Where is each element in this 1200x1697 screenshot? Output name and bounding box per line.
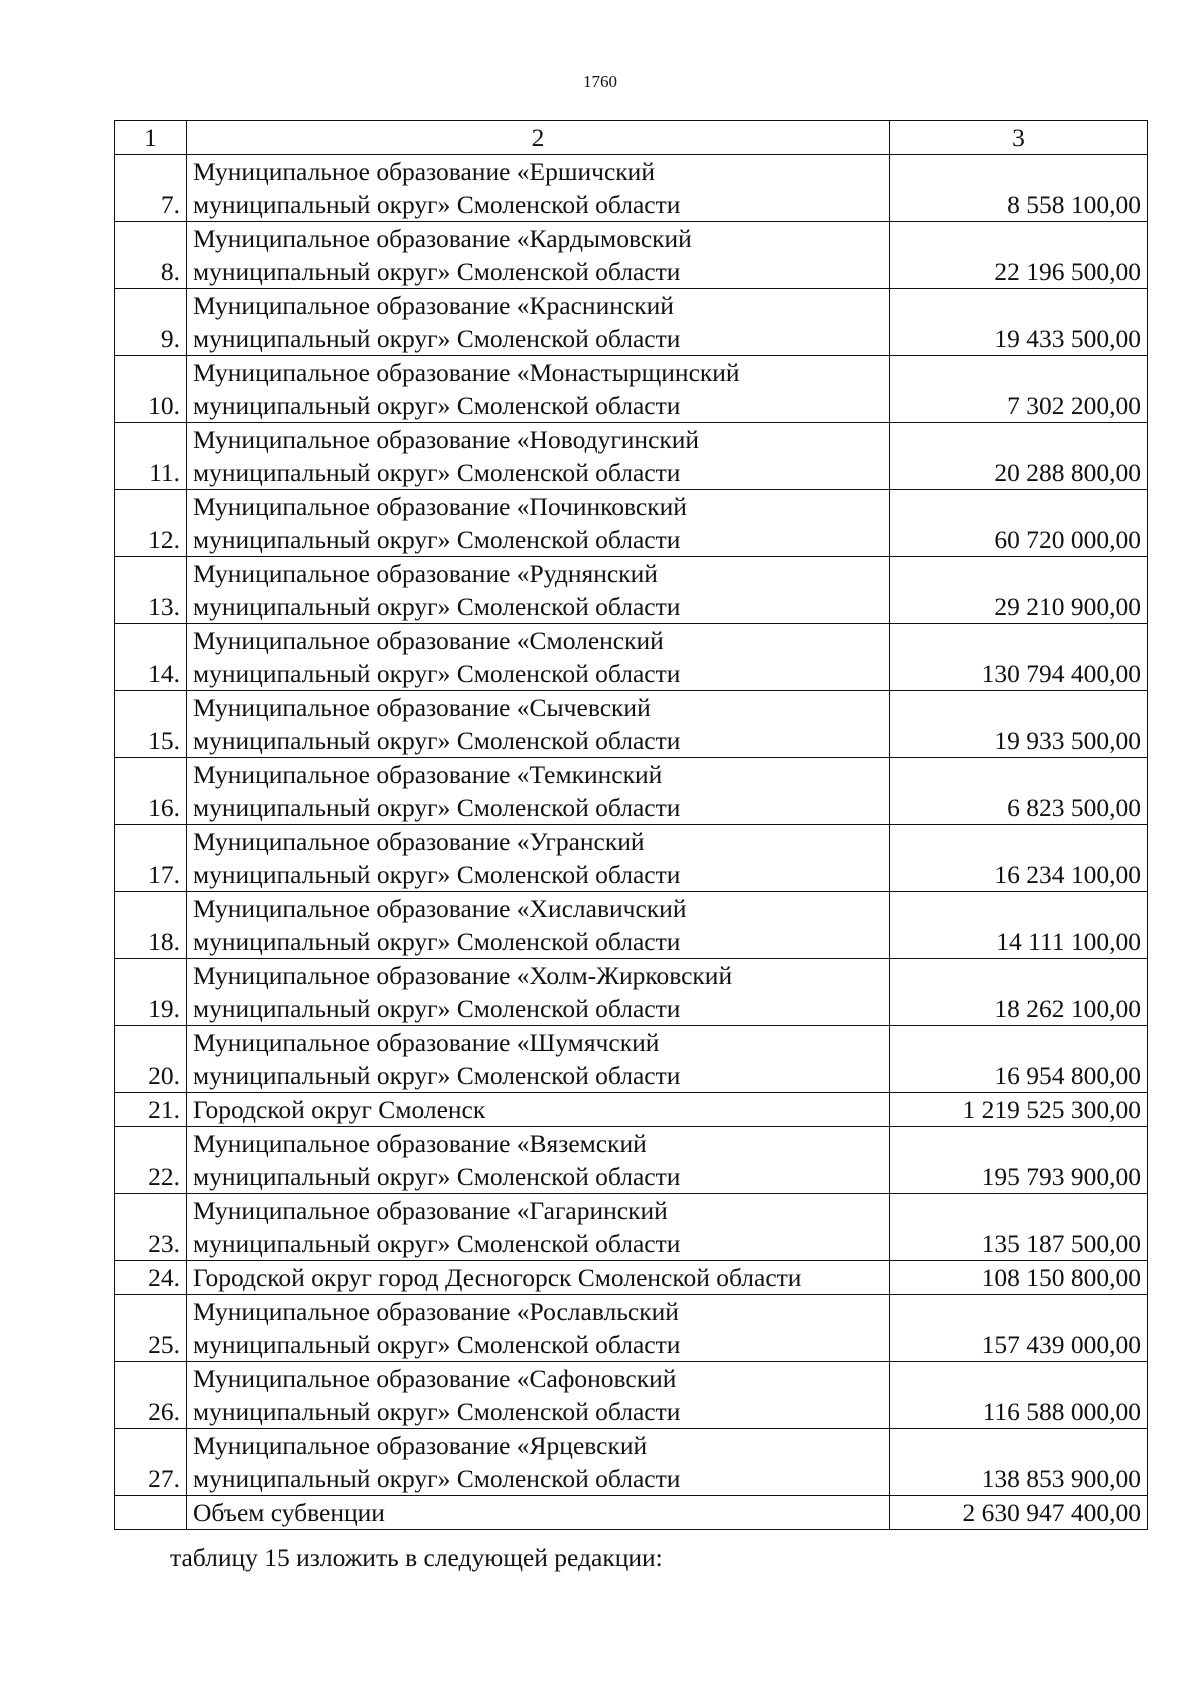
table-row [115, 758, 1148, 825]
row-amount: 1 219 525 300,00 [890, 1093, 1148, 1127]
row-amount: 2 630 947 400,00 [890, 1496, 1148, 1530]
table-row [115, 1261, 1148, 1295]
row-municipality-name: Муниципальное образование «Шумячский муниципальный округ» Смоленской области [187, 1026, 890, 1093]
row-number: 11. [115, 423, 187, 490]
table-row [115, 959, 1148, 1026]
row-municipality-name: Муниципальное образование «Угранский муниципальный округ» Смоленской области [187, 825, 890, 892]
table-row [115, 557, 1148, 624]
row-number: 23. [115, 1194, 187, 1261]
table-row [115, 1093, 1148, 1127]
table-body [115, 155, 1148, 1530]
row-amount: 8 558 100,00 [890, 155, 1148, 222]
row-municipality-name: Муниципальное образование «Гагаринский муниципальный округ» Смоленской области [187, 1194, 890, 1261]
header-col-number: 1 [115, 121, 187, 155]
row-municipality-name: Городской округ город Десногорск Смоленской области [187, 1261, 890, 1295]
table-row [115, 222, 1148, 289]
row-number: 27. [115, 1429, 187, 1496]
header-col-amount: 3 [890, 121, 1148, 155]
row-amount: 20 288 800,00 [890, 423, 1148, 490]
table-row [115, 155, 1148, 222]
row-amount: 108 150 800,00 [890, 1261, 1148, 1295]
row-municipality-name: Муниципальное образование «Краснинский муниципальный округ» Смоленской области [187, 289, 890, 356]
row-municipality-name: Муниципальное образование «Монастырщинский муниципальный округ» Смоленской области [187, 356, 890, 423]
row-municipality-name: Муниципальное образование «Починковский муниципальный округ» Смоленской области [187, 490, 890, 557]
table-row [115, 1295, 1148, 1362]
table-row [115, 356, 1148, 423]
table-row [115, 490, 1148, 557]
row-number: 19. [115, 959, 187, 1026]
row-amount: 19 933 500,00 [890, 691, 1148, 758]
row-municipality-name: Муниципальное образование «Рославльский муниципальный округ» Смоленской области [187, 1295, 890, 1362]
row-number: 26. [115, 1362, 187, 1429]
row-municipality-name: Муниципальное образование «Вяземский муниципальный округ» Смоленской области [187, 1127, 890, 1194]
row-municipality-name: Муниципальное образование «Ершичский муниципальный округ» Смоленской области [187, 155, 890, 222]
table-row [115, 1127, 1148, 1194]
row-amount: 19 433 500,00 [890, 289, 1148, 356]
row-municipality-name: Муниципальное образование «Холм-Жирковский муниципальный округ» Смоленской области [187, 959, 890, 1026]
table-row [115, 691, 1148, 758]
row-amount: 6 823 500,00 [890, 758, 1148, 825]
table-header-row [115, 121, 1148, 155]
row-number: 17. [115, 825, 187, 892]
row-amount: 29 210 900,00 [890, 557, 1148, 624]
row-amount: 157 439 000,00 [890, 1295, 1148, 1362]
page-number: 1760 [583, 72, 617, 91]
table-row [115, 289, 1148, 356]
row-municipality-name: Муниципальное образование «Смоленский муниципальный округ» Смоленской области [187, 624, 890, 691]
table-row [115, 825, 1148, 892]
row-number: 15. [115, 691, 187, 758]
row-amount: 130 794 400,00 [890, 624, 1148, 691]
table-row [115, 1362, 1148, 1429]
table-row [115, 1429, 1148, 1496]
row-amount: 22 196 500,00 [890, 222, 1148, 289]
table-row [115, 423, 1148, 490]
table-row [115, 1026, 1148, 1093]
row-municipality-name: Городской округ Смоленск [187, 1093, 890, 1127]
row-municipality-name: Муниципальное образование «Хиславичский муниципальный округ» Смоленской области [187, 892, 890, 959]
row-municipality-name: Муниципальное образование «Темкинский муниципальный округ» Смоленской области [187, 758, 890, 825]
row-municipality-name: Муниципальное образование «Сафоновский муниципальный округ» Смоленской области [187, 1362, 890, 1429]
row-municipality-name: Муниципальное образование «Сычевский муниципальный округ» Смоленской области [187, 691, 890, 758]
row-number: 8. [115, 222, 187, 289]
row-number: 12. [115, 490, 187, 557]
row-amount: 116 588 000,00 [890, 1362, 1148, 1429]
table-row [115, 1194, 1148, 1261]
row-number: 9. [115, 289, 187, 356]
row-amount: 135 187 500,00 [890, 1194, 1148, 1261]
row-number: 18. [115, 892, 187, 959]
row-amount: 60 720 000,00 [890, 490, 1148, 557]
row-number: 22. [115, 1127, 187, 1194]
row-amount: 195 793 900,00 [890, 1127, 1148, 1194]
row-municipality-name: Муниципальное образование «Новодугинский муниципальный округ» Смоленской области [187, 423, 890, 490]
row-amount: 16 954 800,00 [890, 1026, 1148, 1093]
row-amount: 14 111 100,00 [890, 892, 1148, 959]
row-number [115, 1496, 187, 1530]
row-number: 16. [115, 758, 187, 825]
row-number: 20. [115, 1026, 187, 1093]
table-row [115, 624, 1148, 691]
following-instruction-text: таблицу 15 изложить в следующей редакции: [170, 1543, 663, 1572]
row-municipality-name: Объем субвенции [187, 1496, 890, 1530]
row-amount: 16 234 100,00 [890, 825, 1148, 892]
table-row [115, 892, 1148, 959]
table-row [115, 1496, 1148, 1530]
row-amount: 138 853 900,00 [890, 1429, 1148, 1496]
row-amount: 18 262 100,00 [890, 959, 1148, 1026]
header-col-name: 2 [187, 121, 890, 155]
row-municipality-name: Муниципальное образование «Кардымовский муниципальный округ» Смоленской области [187, 222, 890, 289]
row-amount: 7 302 200,00 [890, 356, 1148, 423]
subsidy-table [114, 120, 1148, 1530]
row-number: 13. [115, 557, 187, 624]
row-number: 14. [115, 624, 187, 691]
row-number: 24. [115, 1261, 187, 1295]
row-number: 25. [115, 1295, 187, 1362]
row-number: 21. [115, 1093, 187, 1127]
row-municipality-name: Муниципальное образование «Руднянский муниципальный округ» Смоленской области [187, 557, 890, 624]
row-number: 10. [115, 356, 187, 423]
row-municipality-name: Муниципальное образование «Ярцевский муниципальный округ» Смоленской области [187, 1429, 890, 1496]
row-number: 7. [115, 155, 187, 222]
